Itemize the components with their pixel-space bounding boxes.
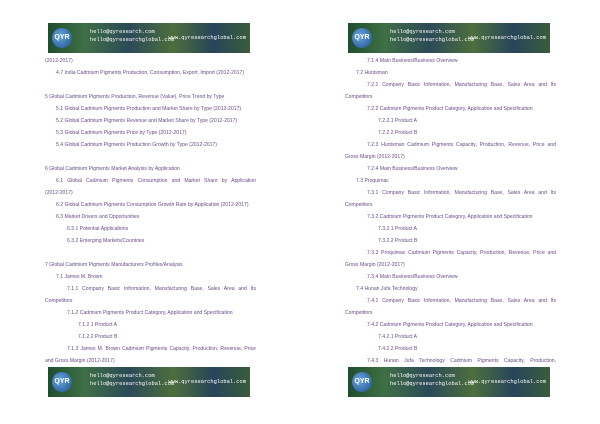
toc-entry: 7.2.2 Cadmium Pigments Product Category, Application and Specification: [367, 105, 533, 112]
toc-entry: 4.7 India Cadmium Pigments Production, Consumption, Export, Import (2012-2017): [56, 69, 244, 76]
company-logo: QYR: [52, 372, 72, 392]
footer-banner: [348, 367, 550, 397]
toc-entry: 7.1.3 James M. Brown Cadmium Pigments Capacity, Production, Revenue, Price: [67, 345, 256, 352]
toc-entry: 5.1 Global Cadmium Pigments Production and Market Share by Type (2012-2017): [56, 105, 242, 112]
website-link[interactable]: www.qyresearchglobal.com: [168, 379, 246, 385]
toc-entry: 7.1.2 Cadmium Pigments Product Category, Application and Specification: [67, 309, 233, 316]
toc-entry: 5.4 Global Cadmium Pigments Production Growth by Type (2012-2017): [56, 141, 218, 148]
toc-entry: 7 Global Cadmium Pigments Manufacturers Profiles/Analysis: [45, 261, 183, 268]
toc-entry: 7.3 Proquimac: [356, 177, 389, 184]
toc-entry: 6.1 Global Cadmium Pigments Consumption and Market Share by Application: [56, 177, 256, 184]
email-secondary[interactable]: hello@qyresearchglobal.com: [390, 380, 475, 387]
website-link[interactable]: www.qyresearchglobal.com: [468, 35, 546, 41]
toc-entry: Competitors: [345, 201, 373, 208]
toc-entry: Gross Margin (2012-2017): [345, 153, 405, 160]
email-primary[interactable]: hello@qyresearch.com: [390, 373, 455, 379]
toc-entry: 7.2.3 Huntsman Cadmium Pigments Capacity, Production, Revenue, Price and: [367, 141, 556, 148]
toc-entry: Competitors: [345, 309, 373, 316]
footer-banner: [48, 367, 250, 397]
toc-entry: 7.1.2.2 Product B: [78, 333, 118, 340]
website-link[interactable]: www.qyresearchglobal.com: [168, 35, 246, 41]
toc-entry: 7.1.1 Company Basic Information, Manufacturing Base, Sales Area and Its: [67, 285, 256, 292]
toc-entry: 7.4 Hunan Jufa Technology: [356, 285, 418, 292]
toc-entry: 5.2 Global Cadmium Pigments Revenue and Market Share by Type (2012-2017): [56, 117, 238, 124]
toc-entry: and Gross Margin (2012-2017): [45, 357, 115, 364]
company-logo: QYR: [352, 28, 372, 48]
toc-entry: 5.3 Global Cadmium Pigments Price by Type (2012-2017): [56, 129, 187, 136]
toc-entry: 7.4.1 Company Basic Information, Manufacturing Base, Sales Area and Its: [367, 297, 556, 304]
toc-entry: Competitors: [45, 297, 73, 304]
toc-entry: 7.2 Huntsman: [356, 69, 388, 76]
toc-entry: 7.3.2 Cadmium Pigments Product Category, Application and Specification: [367, 213, 533, 220]
toc-entry: 7.3.3 Proquimac Cadmium Pigments Capacity, Production, Revenue, Price and: [367, 249, 556, 256]
toc-entry: 7.4.3 Hunan Jufa Technology Cadmium Pigments Capacity, Production,: [367, 357, 556, 364]
toc-entry: 7.2.2.1 Product A: [378, 117, 418, 124]
company-logo: QYR: [352, 372, 372, 392]
toc-entry: 7.1.2.1 Product A: [78, 321, 118, 328]
website-link[interactable]: www.qyresearchglobal.com: [468, 379, 546, 385]
email-primary[interactable]: hello@qyresearch.com: [390, 29, 455, 35]
toc-entry: 7.3.2.1 Product A: [378, 225, 418, 232]
contact-emails: [90, 373, 174, 388]
email-secondary[interactable]: hello@qyresearchglobal.com: [390, 36, 475, 43]
toc-entry: 6.3.2 Emerging Markets/Countries: [67, 237, 145, 244]
toc-entry: 7.3.4 Main Business/Business Overview: [367, 273, 458, 280]
toc-entry: 6.3.1 Potential Applications: [67, 225, 129, 232]
toc-entry: 6.2 Global Cadmium Pigments Consumption Growth Rate by Application (2012-2017): [56, 201, 249, 208]
toc-entry: (2012-2017): [45, 189, 73, 196]
toc-entry: 7.2.1 Company Basic Information, Manufacturing Base, Sales Area and Its: [367, 81, 556, 88]
toc-entry: 6.3 Market Drivers and Opportunities: [56, 213, 140, 220]
toc-entry: 7.4.2 Cadmium Pigments Product Category, Application and Specification: [367, 321, 533, 328]
email-secondary[interactable]: hello@qyresearchglobal.com: [90, 36, 175, 43]
toc-entry: 7.4.2.1 Product A: [378, 333, 418, 340]
toc-entry: Gross Margin (2012-2017): [345, 261, 405, 268]
toc-entry: 7.3.2.2 Product B: [378, 237, 418, 244]
toc-entry: 6 Global Cadmium Pigments Market Analysis by Application: [45, 165, 180, 172]
toc-entry: 7.4.2.2 Product B: [378, 345, 418, 352]
company-logo: QYR: [52, 28, 72, 48]
right-page: [300, 0, 600, 424]
email-primary[interactable]: hello@qyresearch.com: [90, 29, 155, 35]
toc-entry: (2012-2017): [45, 57, 73, 64]
toc-entry: 7.1.4 Main Business/Business Overview: [367, 57, 458, 64]
toc-lines-right: [300, 0, 600, 424]
email-primary[interactable]: hello@qyresearch.com: [90, 373, 155, 379]
toc-entry: 7.2.4 Main Business/Business Overview: [367, 165, 458, 172]
toc-entry: Competitors: [345, 93, 373, 100]
toc-entry: 7.2.2.2 Product B: [378, 129, 418, 136]
toc-entry: 7.3.1 Company Basic Information, Manufacturing Base, Sales Area and Its: [367, 189, 556, 196]
email-secondary[interactable]: hello@qyresearchglobal.com: [90, 380, 175, 387]
toc-entry: 5 Global Cadmium Pigments Production, Revenue (Value), Price Trend by Type: [45, 93, 225, 100]
toc-entry: 7.1 James M. Brown: [56, 273, 103, 280]
contact-emails: [390, 373, 474, 388]
